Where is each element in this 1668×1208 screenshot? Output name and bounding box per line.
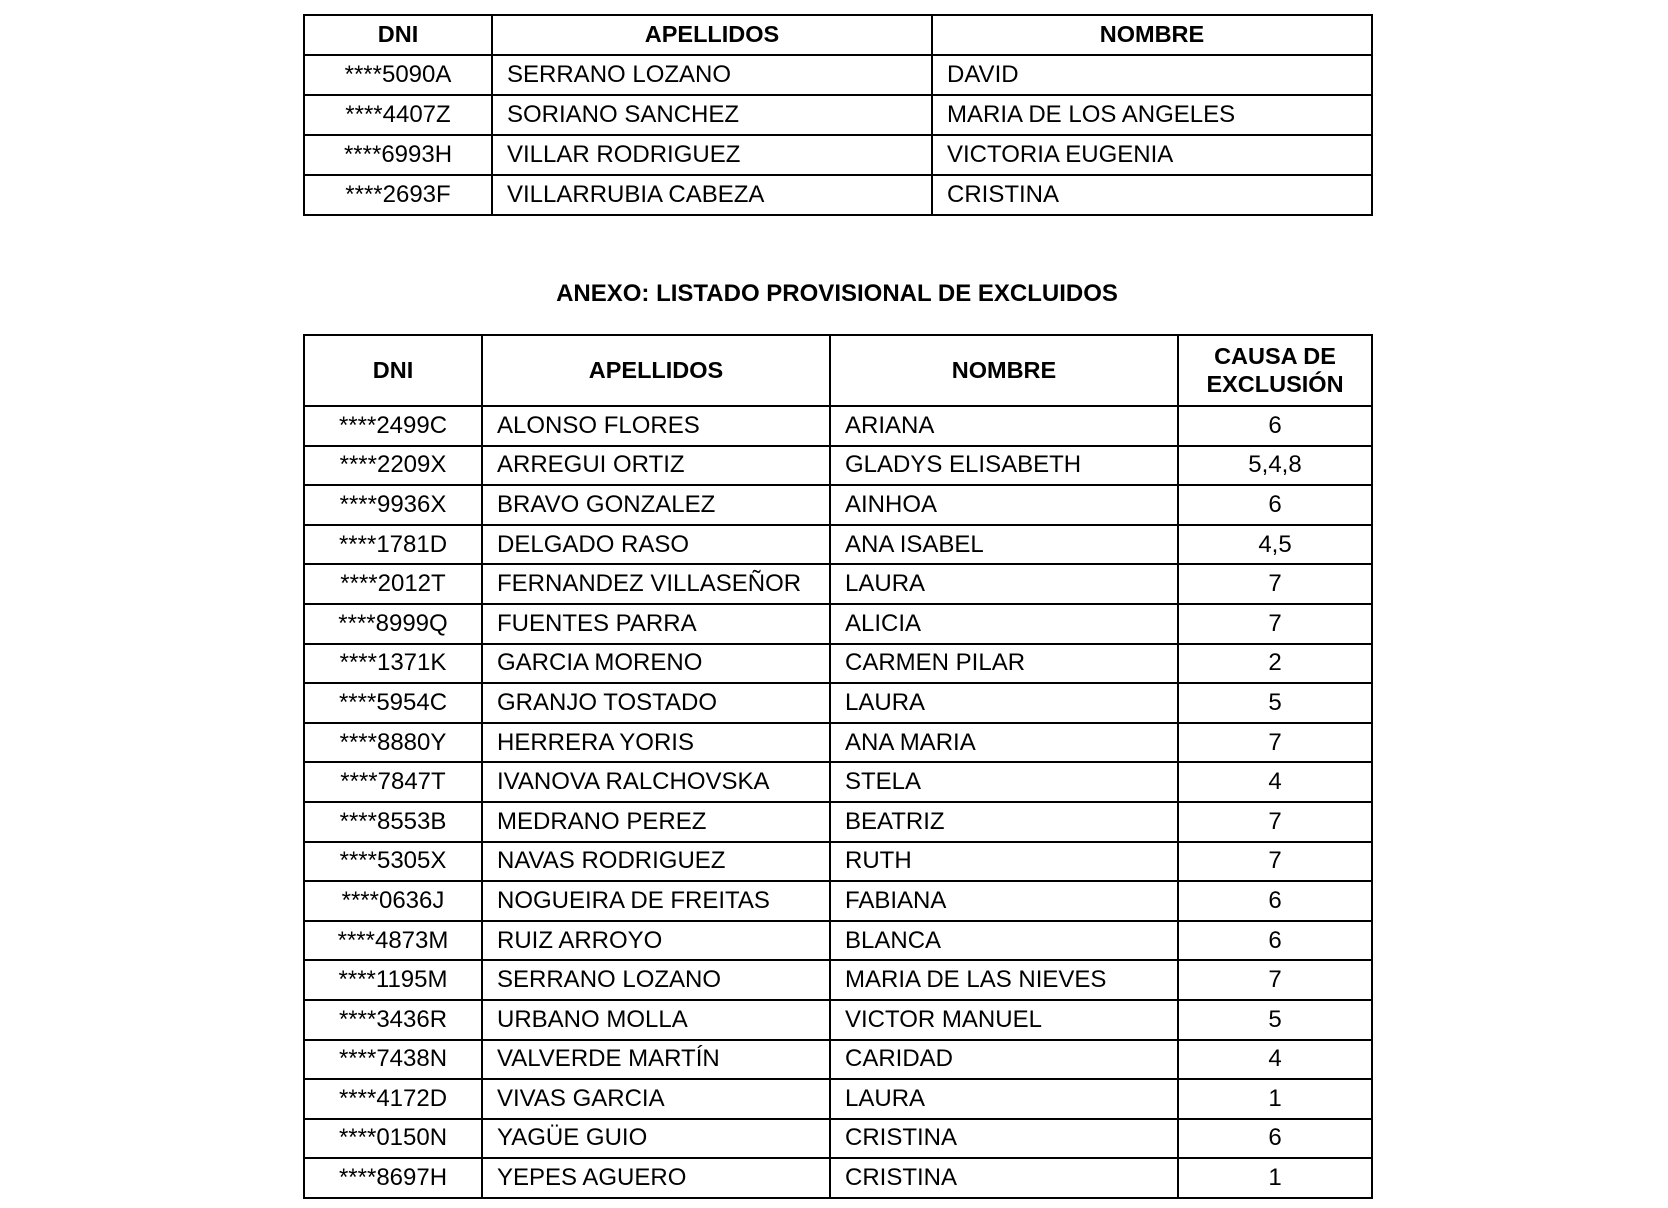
cell-nombre: ANA ISABEL: [830, 525, 1178, 565]
cell-nombre: MARIA DE LOS ANGELES: [932, 95, 1372, 135]
table-row: [304, 175, 1372, 215]
cell-causa: 5,4,8: [1178, 446, 1372, 486]
table-row: [304, 135, 1372, 175]
table-row: [304, 644, 1372, 684]
cell-dni: ****2499C: [304, 406, 482, 446]
cell-dni: ****9936X: [304, 485, 482, 525]
table-row: [304, 1158, 1372, 1198]
cell-apellidos: NAVAS RODRIGUEZ: [482, 842, 830, 882]
table-row: [304, 1119, 1372, 1159]
table-row: [304, 485, 1372, 525]
cell-apellidos: VILLAR RODRIGUEZ: [492, 135, 932, 175]
cell-nombre: FABIANA: [830, 881, 1178, 921]
cell-causa: 4: [1178, 1040, 1372, 1080]
cell-causa: 4,5: [1178, 525, 1372, 565]
cell-nombre: ALICIA: [830, 604, 1178, 644]
cell-dni: ****7847T: [304, 762, 482, 802]
header-apellidos: APELLIDOS: [482, 335, 830, 406]
excluded-header-row: [304, 335, 1372, 406]
cell-dni: ****1781D: [304, 525, 482, 565]
cell-dni: ****5954C: [304, 683, 482, 723]
cell-apellidos: VALVERDE MARTÍN: [482, 1040, 830, 1080]
cell-nombre: STELA: [830, 762, 1178, 802]
table-row: [304, 762, 1372, 802]
header-nombre: NOMBRE: [932, 15, 1372, 55]
cell-causa: 6: [1178, 406, 1372, 446]
cell-causa: 4: [1178, 762, 1372, 802]
cell-nombre: LAURA: [830, 564, 1178, 604]
header-causa-line1: CAUSA DE: [1214, 342, 1336, 369]
cell-apellidos: ARREGUI ORTIZ: [482, 446, 830, 486]
cell-nombre: CARIDAD: [830, 1040, 1178, 1080]
cell-dni: ****1371K: [304, 644, 482, 684]
cell-nombre: MARIA DE LAS NIEVES: [830, 960, 1178, 1000]
cell-dni: ****5090A: [304, 55, 492, 95]
table-row: [304, 802, 1372, 842]
cell-dni: ****1195M: [304, 960, 482, 1000]
header-causa-line2: EXCLUSIÓN: [1206, 370, 1344, 397]
cell-causa: 6: [1178, 485, 1372, 525]
table-row: [304, 960, 1372, 1000]
cell-apellidos: FUENTES PARRA: [482, 604, 830, 644]
cell-nombre: ANA MARIA: [830, 723, 1178, 763]
excluded-table: [303, 334, 1373, 1199]
cell-dni: ****2012T: [304, 564, 482, 604]
cell-causa: 6: [1178, 921, 1372, 961]
cell-nombre: GLADYS ELISABETH: [830, 446, 1178, 486]
header-nombre: NOMBRE: [830, 335, 1178, 406]
excluded-section-title: ANEXO: LISTADO PROVISIONAL DE EXCLUIDOS: [556, 280, 1118, 307]
cell-nombre: BLANCA: [830, 921, 1178, 961]
cell-nombre: ARIANA: [830, 406, 1178, 446]
header-dni: DNI: [304, 15, 492, 55]
cell-dni: ****3436R: [304, 1000, 482, 1040]
cell-apellidos: BRAVO GONZALEZ: [482, 485, 830, 525]
cell-nombre: BEATRIZ: [830, 802, 1178, 842]
cell-apellidos: FERNANDEZ VILLASEÑOR: [482, 564, 830, 604]
cell-dni: ****2693F: [304, 175, 492, 215]
cell-dni: ****8999Q: [304, 604, 482, 644]
table-row: [304, 1079, 1372, 1119]
cell-causa: 7: [1178, 842, 1372, 882]
cell-causa: 7: [1178, 604, 1372, 644]
cell-dni: ****8697H: [304, 1158, 482, 1198]
cell-apellidos: VILLARRUBIA CABEZA: [492, 175, 932, 215]
header-causa-exclusion: [1178, 335, 1372, 406]
cell-dni: ****6993H: [304, 135, 492, 175]
cell-apellidos: IVANOVA RALCHOVSKA: [482, 762, 830, 802]
header-apellidos: APELLIDOS: [492, 15, 932, 55]
admitted-header-row: [304, 15, 1372, 55]
table-row: [304, 723, 1372, 763]
cell-causa: 7: [1178, 564, 1372, 604]
cell-nombre: VICTOR MANUEL: [830, 1000, 1178, 1040]
cell-causa: 6: [1178, 1119, 1372, 1159]
cell-nombre: DAVID: [932, 55, 1372, 95]
cell-dni: ****4407Z: [304, 95, 492, 135]
table-row: [304, 1000, 1372, 1040]
cell-apellidos: YAGÜE GUIO: [482, 1119, 830, 1159]
cell-nombre: RUTH: [830, 842, 1178, 882]
cell-dni: ****7438N: [304, 1040, 482, 1080]
cell-apellidos: URBANO MOLLA: [482, 1000, 830, 1040]
cell-causa: 7: [1178, 960, 1372, 1000]
cell-apellidos: YEPES AGUERO: [482, 1158, 830, 1198]
cell-dni: ****8880Y: [304, 723, 482, 763]
cell-apellidos: HERRERA YORIS: [482, 723, 830, 763]
cell-dni: ****5305X: [304, 842, 482, 882]
cell-nombre: CRISTINA: [932, 175, 1372, 215]
cell-causa: 6: [1178, 881, 1372, 921]
cell-apellidos: DELGADO RASO: [482, 525, 830, 565]
cell-apellidos: GRANJO TOSTADO: [482, 683, 830, 723]
table-row: [304, 1040, 1372, 1080]
cell-apellidos: SERRANO LOZANO: [482, 960, 830, 1000]
cell-nombre: CARMEN PILAR: [830, 644, 1178, 684]
table-row: [304, 842, 1372, 882]
cell-causa: 5: [1178, 1000, 1372, 1040]
cell-nombre: VICTORIA EUGENIA: [932, 135, 1372, 175]
table-row: [304, 881, 1372, 921]
cell-apellidos: RUIZ ARROYO: [482, 921, 830, 961]
cell-causa: 1: [1178, 1158, 1372, 1198]
admitted-table-body: [304, 55, 1372, 215]
table-row: [304, 406, 1372, 446]
cell-dni: ****4873M: [304, 921, 482, 961]
cell-nombre: CRISTINA: [830, 1119, 1178, 1159]
cell-dni: ****2209X: [304, 446, 482, 486]
excluded-table-body: [304, 406, 1372, 1198]
cell-causa: 5: [1178, 683, 1372, 723]
cell-nombre: LAURA: [830, 683, 1178, 723]
cell-apellidos: ALONSO FLORES: [482, 406, 830, 446]
header-dni: DNI: [304, 335, 482, 406]
cell-apellidos: SERRANO LOZANO: [492, 55, 932, 95]
cell-causa: 7: [1178, 802, 1372, 842]
table-row: [304, 683, 1372, 723]
cell-causa: 7: [1178, 723, 1372, 763]
table-row: [304, 525, 1372, 565]
table-row: [304, 604, 1372, 644]
table-row: [304, 55, 1372, 95]
cell-apellidos: GARCIA MORENO: [482, 644, 830, 684]
cell-dni: ****0636J: [304, 881, 482, 921]
cell-causa: 1: [1178, 1079, 1372, 1119]
cell-causa: 2: [1178, 644, 1372, 684]
table-row: [304, 564, 1372, 604]
admitted-table: [303, 14, 1373, 216]
cell-apellidos: VIVAS GARCIA: [482, 1079, 830, 1119]
table-row: [304, 446, 1372, 486]
cell-apellidos: NOGUEIRA DE FREITAS: [482, 881, 830, 921]
cell-dni: ****8553B: [304, 802, 482, 842]
table-row: [304, 921, 1372, 961]
cell-apellidos: SORIANO SANCHEZ: [492, 95, 932, 135]
cell-nombre: AINHOA: [830, 485, 1178, 525]
cell-dni: ****0150N: [304, 1119, 482, 1159]
cell-apellidos: MEDRANO PEREZ: [482, 802, 830, 842]
table-row: [304, 95, 1372, 135]
cell-nombre: LAURA: [830, 1079, 1178, 1119]
cell-nombre: CRISTINA: [830, 1158, 1178, 1198]
cell-dni: ****4172D: [304, 1079, 482, 1119]
